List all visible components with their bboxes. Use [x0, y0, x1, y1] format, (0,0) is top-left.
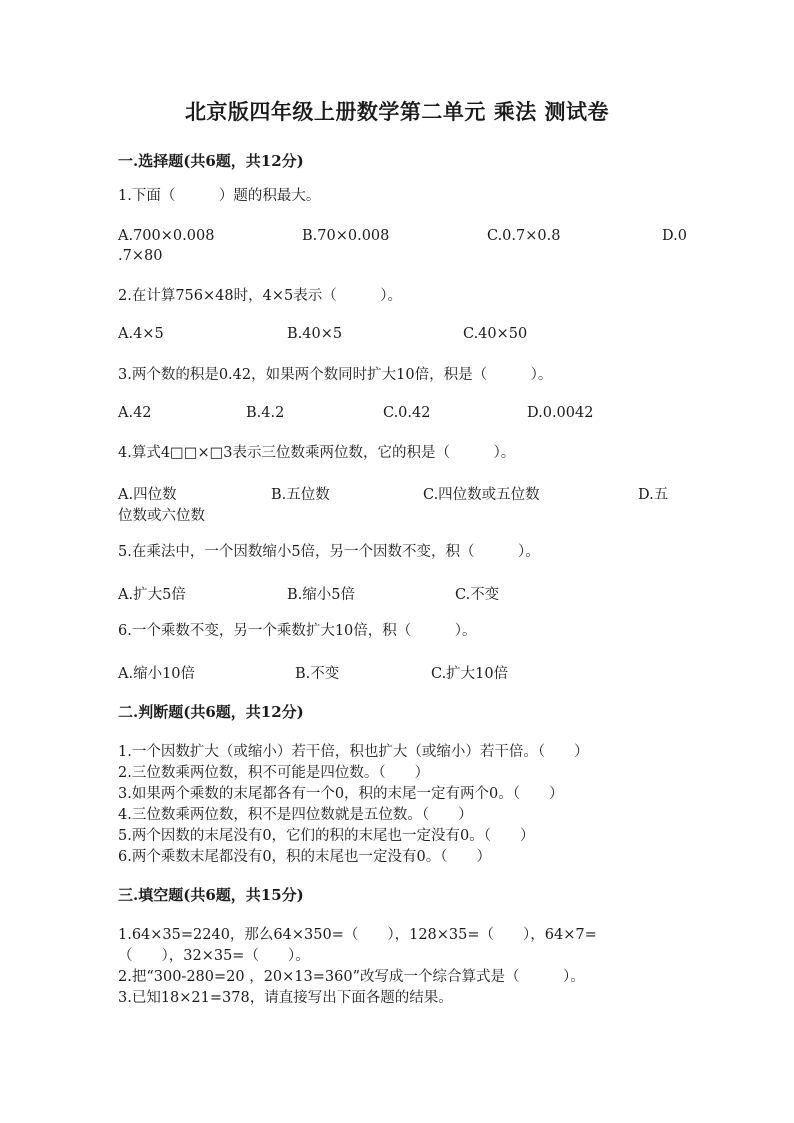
option-b: B.不变	[295, 666, 340, 682]
section-heading-judgment: 二.判断题(共6题，共12分)	[118, 703, 304, 721]
judgment-item: 4.三位数乘两位数，积不是四位数就是五位数。（ ）	[118, 807, 473, 823]
option-d: D.0	[662, 228, 687, 244]
option-a: A.四位数	[118, 487, 177, 503]
question-stem: 3.两个数的积是0.42，如果两个数同时扩大10倍，积是（ ）。	[118, 367, 553, 383]
question-stem: 4.算式4□□×□3表示三位数乘两位数，它的积是（ ）。	[118, 445, 516, 461]
option-c: C.40×50	[463, 326, 528, 342]
option-b: B.缩小5倍	[287, 587, 355, 603]
option-c: C.扩大10倍	[431, 666, 509, 682]
option-a: A.缩小10倍	[118, 666, 196, 682]
question-stem: 1.下面（ ）题的积最大。	[118, 188, 321, 204]
fill-item: 2.把“300-280=20 ，20×13=360”改写成一个综合算式是（ ）。	[118, 969, 585, 985]
option-c: C.0.7×0.8	[487, 228, 561, 244]
section-heading-choice: 一.选择题(共6题，共12分)	[118, 152, 304, 170]
section-heading-fill: 三.填空题(共6题，共15分)	[118, 886, 304, 904]
judgment-item: 5.两个因数的末尾没有0，它们的积的末尾也一定没有0。（ ）	[118, 828, 535, 844]
option-continuation: 位数或六位数	[118, 508, 205, 524]
option-d: D.0.0042	[527, 405, 594, 421]
option-b: B.五位数	[271, 487, 330, 503]
option-b: B.70×0.008	[302, 228, 390, 244]
judgment-item: 1.一个因数扩大（或缩小）若干倍，积也扩大（或缩小）若干倍。（ ）	[118, 744, 589, 760]
judgment-item: 6.两个乘数末尾都没有0，积的末尾也一定没有0。（ ）	[118, 849, 492, 865]
option-c: C.0.42	[383, 405, 431, 421]
option-a: A.扩大5倍	[118, 587, 186, 603]
fill-item-continuation: （ ），32×35=（ ）。	[118, 948, 310, 964]
page-title: 北京版四年级上册数学第二单元 乘法 测试卷	[184, 99, 610, 124]
question-stem: 5.在乘法中，一个因数缩小5倍，另一个因数不变，积（ ）。	[118, 544, 540, 560]
option-a: A.700×0.008	[118, 228, 215, 244]
judgment-item: 2.三位数乘两位数，积不可能是四位数。（ ）	[118, 765, 430, 781]
option-c: C.四位数或五位数	[423, 487, 540, 503]
option-a: A.4×5	[118, 326, 164, 342]
option-a: A.42	[118, 405, 152, 421]
option-b: B.40×5	[287, 326, 343, 342]
question-stem: 2.在计算756×48时，4×5表示（ ）。	[118, 288, 402, 304]
option-c: C.不变	[455, 587, 500, 603]
judgment-item: 3.如果两个乘数的末尾都各有一个0，积的末尾一定有两个0。（ ）	[118, 786, 564, 802]
fill-item: 3.已知18×21=378，请直接写出下面各题的结果。	[118, 990, 453, 1006]
option-continuation: .7×80	[118, 248, 163, 264]
option-d: D.五	[638, 487, 669, 503]
question-stem: 6.一个乘数不变，另一个乘数扩大10倍，积（ ）。	[118, 623, 477, 639]
fill-item: 1.64×35=2240，那么64×350=（ ），128×35=（ ），64×7=	[118, 927, 597, 943]
option-b: B.4.2	[246, 405, 285, 421]
